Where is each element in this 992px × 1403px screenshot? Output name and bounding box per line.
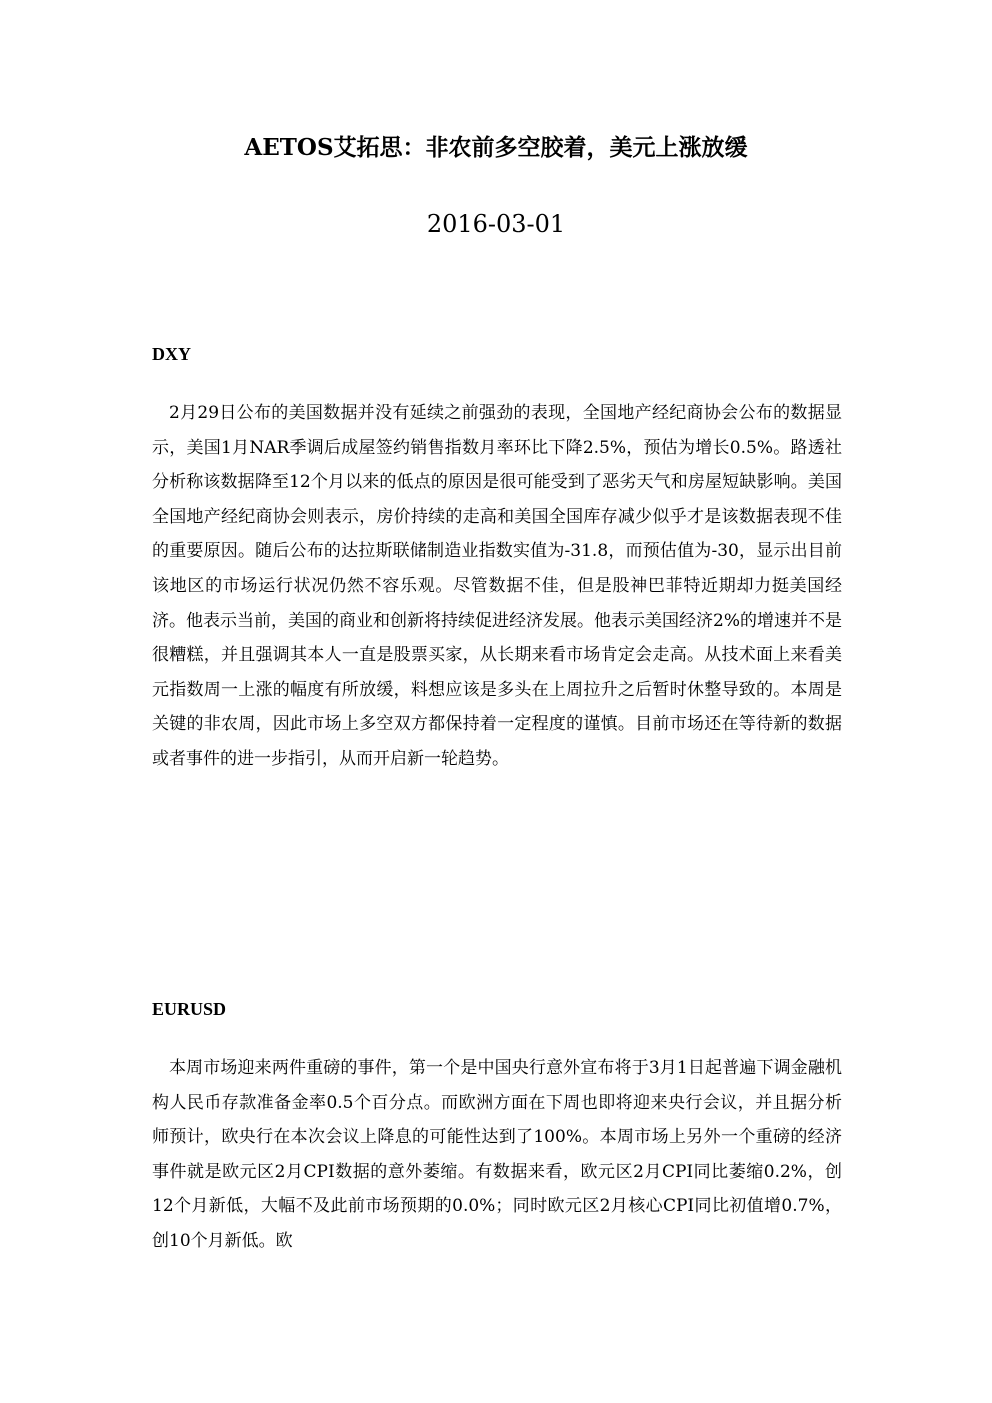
document-date: 2016-03-01 [426,210,566,238]
section-paragraph-dxy: 2月29日公布的美国数据并没有延续之前强劲的表现，全国地产经纪商协会公布的数据显示，美国1月NAR季调后成屋签约销售指数月率环比下降2.5%，预估为增长0.5%。路透社分析称该数据降至12个月以来的低点的原因是很可能受到了恶劣天气和房屋短缺影响。美国全国地产经纪商协会则表示，房价持续的走高和美国全国库存减少似乎才是该数据表现不佳的重要原因。随后公布的达拉斯联储制造业指数实值为-31.8，而预估值为-30，显示出目前该地区的市场运行状况仍然不容乐观。尽管数据不佳，但是股神巴菲特近期却力挺美国经济。他表示当前，美国的商业和创新将持续促进经济发展。他表示美国经济2%的增速并不是很糟糕，并且强调其本人一直是股票买家，从长期来看市场肯定会走高。从技术面上来看美元指数周一上涨的幅度有所放缓，料想应该是多头在上周拉升之后暂时休整导致的。本周是关键的非农周，因此市场上多空双方都保持着一定程度的谨慎。目前市场还在等待新的数据或者事件的进一步指引，从而开启新一轮趋势。 [152,403,842,769]
section-paragraph-eurusd: 本周市场迎来两件重磅的事件，第一个是中国央行意外宣布将于3月1日起普遍下调金融机构人民币存款准备金率0.5个百分点。而欧洲方面在下周也即将迎来央行会议，并且据分析师预计，欧央行在本次会议上降息的可能性达到了100%。本周市场上另外一个重磅的经济事件就是欧元区2月CPI数据的意外萎缩。有数据来看，欧元区2月CPI同比萎缩0.2%，创12个月新低，大幅不及此前市场预期的0.0%；同时欧元区2月核心CPI同比初值增0.7%，创10个月新低。欧 [152,1058,842,1251]
document-title: AETOS艾拓思：非农前多空胶着，美元上涨放缓 [244,134,748,161]
section-heading-eurusd: EURUSD [152,999,227,1019]
section-heading-dxy: DXY [152,344,191,364]
